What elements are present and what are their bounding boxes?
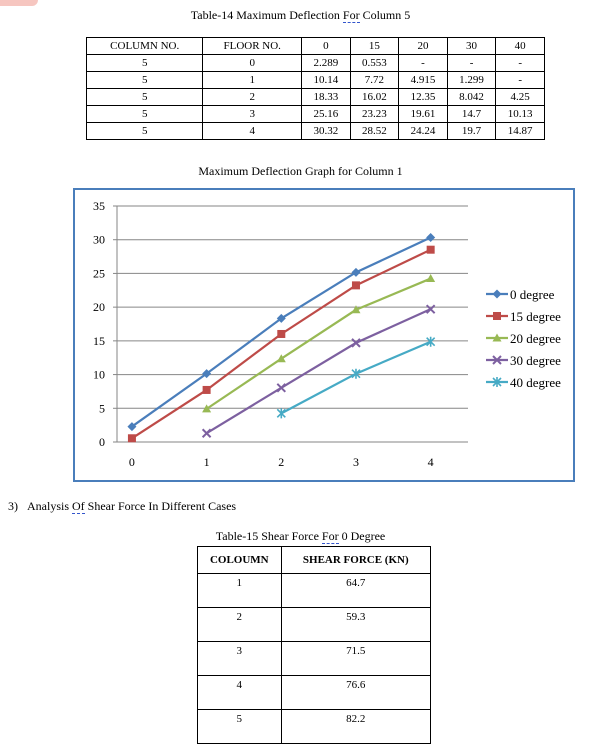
column-header: 15 bbox=[350, 38, 399, 55]
section-text: Shear Force In Different Cases bbox=[84, 499, 237, 513]
column-header: 30 bbox=[447, 38, 496, 55]
section-text: Analysis bbox=[27, 499, 72, 513]
table-row bbox=[87, 89, 545, 106]
data-point bbox=[277, 408, 285, 418]
column-header: COLOUMN bbox=[198, 547, 282, 574]
table-cell: 5 bbox=[198, 710, 282, 744]
table-cell: 4.915 bbox=[399, 72, 448, 89]
table-cell: - bbox=[399, 55, 448, 72]
table-cell: 0 bbox=[203, 55, 302, 72]
data-point bbox=[128, 434, 136, 442]
y-tick-label: 10 bbox=[93, 367, 105, 382]
table-cell: 59.3 bbox=[281, 608, 430, 642]
y-tick-label: 30 bbox=[93, 232, 105, 247]
table-row bbox=[87, 106, 545, 123]
data-point bbox=[277, 330, 285, 338]
table-cell: 23.23 bbox=[350, 106, 399, 123]
data-point bbox=[352, 281, 360, 289]
table-cell: 2.289 bbox=[302, 55, 351, 72]
shear-force-table bbox=[197, 546, 431, 744]
table-row bbox=[87, 123, 545, 140]
table-cell: 1.299 bbox=[447, 72, 496, 89]
table-cell: 10.14 bbox=[302, 72, 351, 89]
table-body bbox=[198, 574, 431, 744]
legend-marker bbox=[493, 290, 502, 299]
caption-text: Column 5 bbox=[359, 8, 411, 22]
table-cell: 3 bbox=[203, 106, 302, 123]
data-point bbox=[203, 386, 211, 394]
deflection-table bbox=[86, 37, 545, 140]
corner-mark bbox=[0, 0, 38, 6]
spellcheck-word: For bbox=[342, 8, 360, 22]
table-cell: 2 bbox=[203, 89, 302, 106]
y-tick-label: 15 bbox=[93, 333, 105, 348]
table-cell: 24.24 bbox=[399, 123, 448, 140]
chart-caption: Maximum Deflection Graph for Column 1 bbox=[198, 164, 403, 178]
y-tick-label: 0 bbox=[99, 435, 105, 449]
data-point bbox=[426, 233, 435, 242]
table-cell: 1 bbox=[203, 72, 302, 89]
section-heading bbox=[8, 499, 236, 514]
legend-label: 0 degree bbox=[510, 287, 555, 302]
column-header: 0 bbox=[302, 38, 351, 55]
table-cell: 18.33 bbox=[302, 89, 351, 106]
table-header-row bbox=[87, 38, 545, 55]
x-tick-label: 3 bbox=[352, 455, 359, 469]
y-tick-label: 35 bbox=[93, 199, 105, 213]
table-cell: 4 bbox=[203, 123, 302, 140]
table-row bbox=[198, 574, 431, 608]
table-cell: - bbox=[496, 55, 545, 72]
table-cell: 7.72 bbox=[350, 72, 399, 89]
table-row bbox=[198, 608, 431, 642]
column-header: SHEAR FORCE (KN) bbox=[281, 547, 430, 574]
table-cell: 2 bbox=[198, 608, 282, 642]
data-point bbox=[277, 384, 285, 392]
column-header: 20 bbox=[399, 38, 448, 55]
x-tick-label: 2 bbox=[278, 455, 285, 469]
table-cell: 30.32 bbox=[302, 123, 351, 140]
column-header: 40 bbox=[496, 38, 545, 55]
column-header: FLOOR NO. bbox=[203, 38, 302, 55]
table-cell: 14.7 bbox=[447, 106, 496, 123]
table-row bbox=[198, 710, 431, 744]
y-tick-label: 5 bbox=[99, 401, 105, 416]
table-cell: 10.13 bbox=[496, 106, 545, 123]
table-cell: 12.35 bbox=[399, 89, 448, 106]
data-point bbox=[352, 369, 360, 379]
table-cell: 64.7 bbox=[281, 574, 430, 608]
data-point bbox=[203, 429, 211, 437]
table-cell: 19.7 bbox=[447, 123, 496, 140]
caption-text: Table-14 Maximum Deflection bbox=[190, 8, 343, 22]
table-cell: 76.6 bbox=[281, 676, 430, 710]
spellcheck-word: Of bbox=[72, 499, 85, 513]
table-cell: 82.2 bbox=[281, 710, 430, 744]
table-cell: 3 bbox=[198, 642, 282, 676]
table-cell: 5 bbox=[87, 72, 203, 89]
data-point bbox=[352, 339, 360, 347]
table-cell: 16.02 bbox=[350, 89, 399, 106]
table-cell: 19.61 bbox=[399, 106, 448, 123]
legend-label: 20 degree bbox=[510, 331, 561, 346]
table-body bbox=[87, 55, 545, 140]
table-cell: 1 bbox=[198, 574, 282, 608]
table-row bbox=[87, 55, 545, 72]
section-number: 3) bbox=[8, 499, 18, 513]
table-cell: 4 bbox=[198, 676, 282, 710]
table-cell: - bbox=[447, 55, 496, 72]
table-cell: 5 bbox=[87, 106, 203, 123]
data-point bbox=[427, 305, 435, 313]
series-line-2 bbox=[207, 279, 431, 409]
table-cell: 5 bbox=[87, 123, 203, 140]
table-cell: 5 bbox=[87, 89, 203, 106]
table-cell: 25.16 bbox=[302, 106, 351, 123]
table-15-caption bbox=[0, 529, 601, 544]
legend-marker bbox=[493, 312, 501, 320]
y-tick-label: 25 bbox=[93, 266, 105, 281]
table-cell: 0.553 bbox=[350, 55, 399, 72]
series-line-3 bbox=[207, 309, 431, 433]
table-cell: 4.25 bbox=[496, 89, 545, 106]
table-cell: 14.87 bbox=[496, 123, 545, 140]
caption-text: Table-15 Shear Force bbox=[215, 529, 322, 543]
data-point bbox=[426, 274, 435, 282]
table-cell: 5 bbox=[87, 55, 203, 72]
x-tick-label: 0 bbox=[128, 455, 135, 469]
x-tick-label: 4 bbox=[427, 455, 434, 469]
table-cell: - bbox=[496, 72, 545, 89]
data-point bbox=[427, 246, 435, 254]
caption-text: 0 Degree bbox=[338, 529, 386, 543]
data-point bbox=[427, 337, 435, 347]
legend-label: 30 degree bbox=[510, 353, 561, 368]
y-tick-label: 20 bbox=[93, 300, 105, 315]
column-header: COLUMN NO. bbox=[87, 38, 203, 55]
table-cell: 71.5 bbox=[281, 642, 430, 676]
chart-frame bbox=[73, 188, 575, 482]
spellcheck-word: For bbox=[321, 529, 339, 543]
table-cell: 8.042 bbox=[447, 89, 496, 106]
legend-label: 15 degree bbox=[510, 309, 561, 324]
table-header-row bbox=[198, 547, 431, 574]
table-row bbox=[198, 642, 431, 676]
table-14-caption bbox=[0, 8, 601, 23]
deflection-line-chart bbox=[75, 190, 573, 480]
table-row bbox=[198, 676, 431, 710]
table-cell: 28.52 bbox=[350, 123, 399, 140]
x-tick-label: 1 bbox=[203, 455, 210, 469]
legend-label: 40 degree bbox=[510, 375, 561, 390]
table-row bbox=[87, 72, 545, 89]
